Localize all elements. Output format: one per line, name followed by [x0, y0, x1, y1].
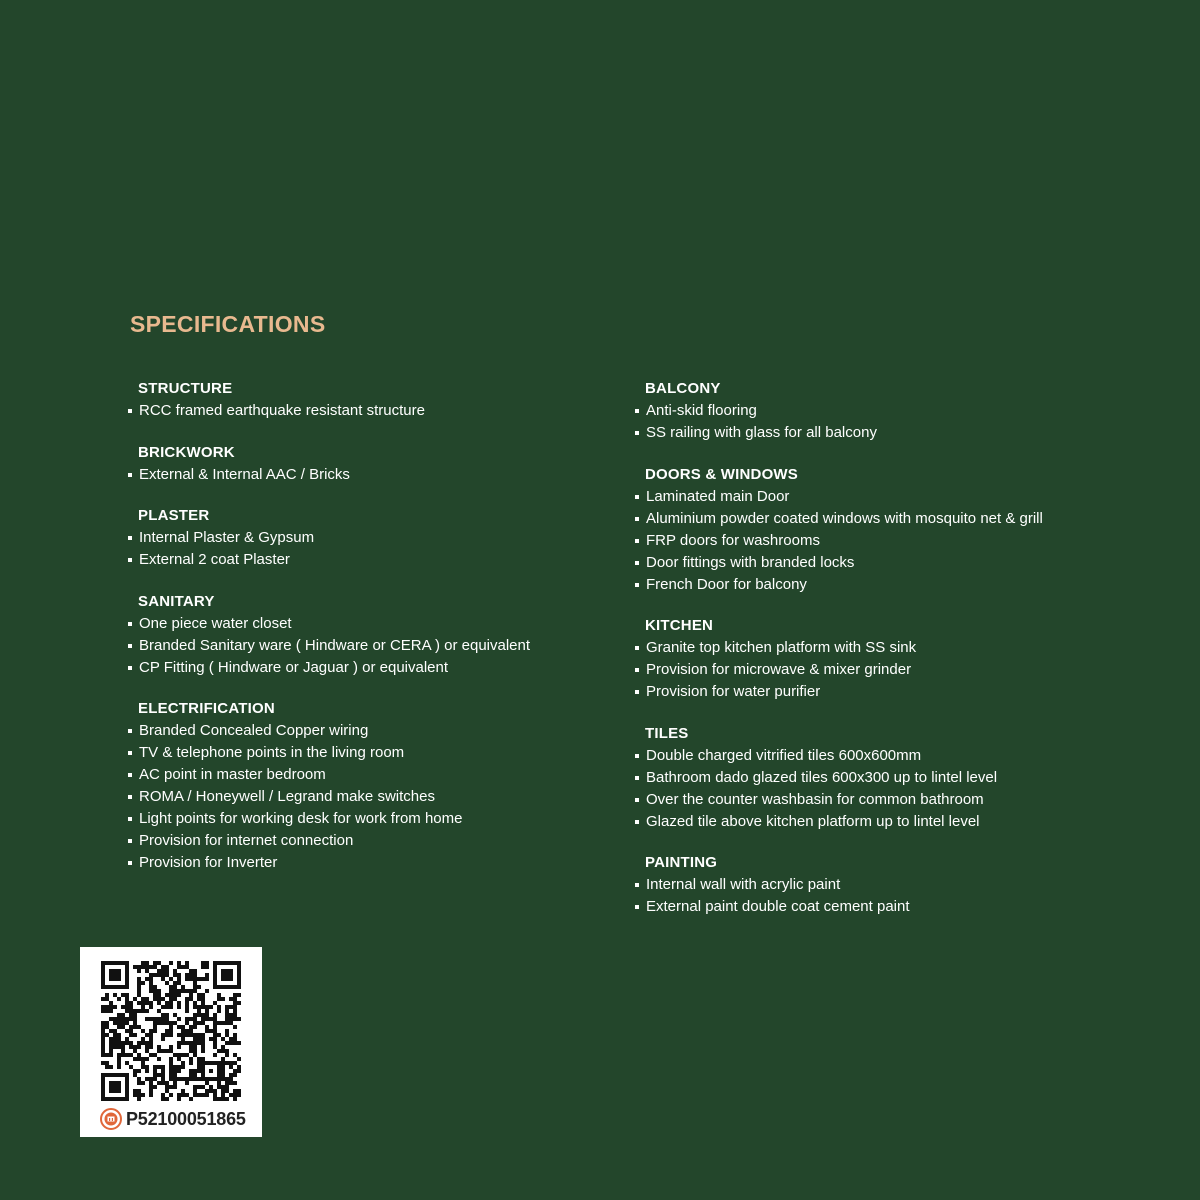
spec-section-painting: [635, 853, 1155, 918]
rera-qr-card: [80, 947, 262, 1137]
spec-item: RCC framed earthquake resistant structure: [128, 400, 598, 422]
section-heading: PAINTING: [645, 854, 718, 871]
spec-list: [128, 400, 598, 422]
spec-item: Bathroom dado glazed tiles 600x300 up to lintel level: [635, 767, 1155, 789]
page-title: SPECIFICATIONS: [130, 311, 326, 337]
spec-item: Over the counter washbasin for common bathroom: [635, 789, 1155, 811]
spec-item: Granite top kitchen platform with SS sink: [635, 637, 1155, 659]
left-specs-column: [128, 379, 598, 895]
spec-item: ROMA / Honeywell / Legrand make switches: [128, 786, 598, 808]
spec-section-doors-and-windows: [635, 465, 1155, 596]
spec-list: [635, 486, 1155, 596]
spec-section-tiles: [635, 724, 1155, 833]
spec-item: Glazed tile above kitchen platform up to lintel level: [635, 811, 1155, 833]
spec-item: Laminated main Door: [635, 486, 1155, 508]
spec-item: Aluminium powder coated windows with mosquito net & grill: [635, 508, 1155, 530]
spec-item: Internal Plaster & Gypsum: [128, 527, 598, 549]
spec-item: Anti-skid flooring: [635, 400, 1155, 422]
spec-item: Branded Concealed Copper wiring: [128, 720, 598, 742]
spec-item: Provision for Inverter: [128, 852, 598, 874]
spec-section-plaster: [128, 506, 598, 571]
section-heading: BRICKWORK: [138, 443, 235, 461]
spec-section-electrification: [128, 699, 598, 874]
spec-list: [128, 527, 598, 571]
spec-list: [128, 613, 598, 679]
spec-item: External 2 coat Plaster: [128, 549, 598, 571]
spec-list: [635, 400, 1155, 444]
spec-item: CP Fitting ( Hindware or Jaguar ) or equivalent: [128, 657, 598, 679]
spec-item: Provision for water purifier: [635, 681, 1155, 703]
spec-item: Provision for microwave & mixer grinder: [635, 659, 1155, 681]
spec-section-balcony: [635, 379, 1155, 444]
rera-badge-icon: [100, 1108, 122, 1130]
right-specs-column: [635, 379, 1155, 939]
spec-item: TV & telephone points in the living room: [128, 742, 598, 764]
spec-item: One piece water closet: [128, 613, 598, 635]
section-heading: SANITARY: [138, 592, 215, 610]
section-heading: KITCHEN: [645, 617, 714, 634]
spec-section-sanitary: [128, 592, 598, 679]
spec-item: Provision for internet connection: [128, 830, 598, 852]
section-heading: PLASTER: [138, 507, 210, 524]
spec-item: SS railing with glass for all balcony: [635, 422, 1155, 444]
section-heading: BALCONY: [645, 380, 721, 397]
spec-list: [128, 464, 598, 486]
spec-list: [128, 720, 598, 874]
section-heading: TILES: [645, 724, 689, 742]
spec-item: Light points for working desk for work from home: [128, 808, 598, 830]
section-heading: DOORS & WINDOWS: [645, 465, 798, 483]
spec-item: Branded Sanitary ware ( Hindware or CERA ) or equivalent: [128, 635, 598, 657]
section-heading: STRUCTURE: [138, 380, 233, 397]
qr-code[interactable]: [101, 961, 241, 1101]
spec-list: [635, 874, 1155, 918]
spec-item: External & Internal AAC / Bricks: [128, 464, 598, 486]
spec-item: Double charged vitrified tiles 600x600mm: [635, 745, 1155, 767]
spec-section-brickwork: [128, 443, 598, 486]
spec-list: [635, 637, 1155, 703]
spec-section-kitchen: [635, 616, 1155, 703]
spec-item: External paint double coat cement paint: [635, 896, 1155, 918]
section-heading: ELECTRIFICATION: [138, 700, 275, 717]
spec-item: Door fittings with branded locks: [635, 552, 1155, 574]
rera-registration-number: P52100051865: [126, 1109, 246, 1129]
spec-section-structure: [128, 379, 598, 422]
spec-item: French Door for balcony: [635, 574, 1155, 596]
spec-item: AC point in master bedroom: [128, 764, 598, 786]
spec-item: FRP doors for washrooms: [635, 530, 1155, 552]
spec-list: [635, 745, 1155, 833]
spec-item: Internal wall with acrylic paint: [635, 874, 1155, 896]
